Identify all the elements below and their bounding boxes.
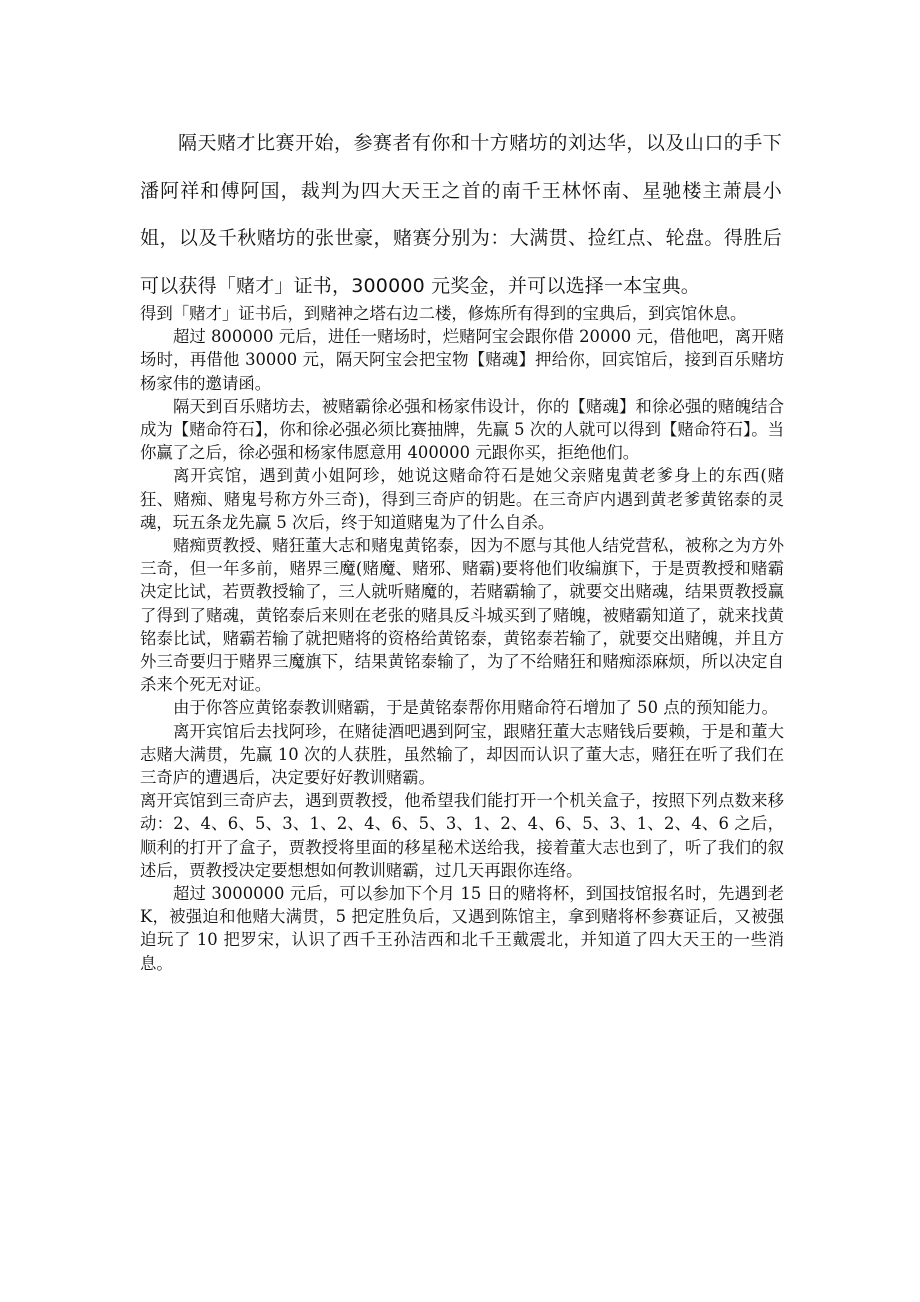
- paragraph-6: 由于你答应黄铭泰教训赌霸，于是黄铭泰帮你用赌命符石增加了 50 点的预知能力。: [173, 698, 778, 718]
- paragraph-4: 离开宾馆，遇到黄小姐阿珍，她说这赌命符石是她父亲赌鬼黄老爹身上的东西(赌狂、赌痴、赌鬼号称方外三奇)，得到三奇庐的钥匙。在三奇庐内遇到黄老爹黄铭泰的灵魂，玩五条龙先赢 5 次后，终于知道赌鬼为了什么自杀。: [140, 466, 784, 532]
- paragraph-7: 离开宾馆后去找阿珍，在赌徒酒吧遇到阿宝，跟赌狂董大志赌钱后要赖，于是和董大志赌大满贯，先赢 10 次的人获胜，虽然输了，却因而认识了董大志，赌狂在听了我们在三奇庐的遭遇后，决定要好好教训赌霸。: [140, 721, 784, 788]
- intro-paragraph: 隔天赌才比赛开始，参赛者有你和十方赌坊的刘达华，以及山口的手下潘阿祥和傅阿国，裁判为四大天王之首的南千王林怀南、星驰楼主萧晨小姐，以及千秋赌坊的张世豪，赌赛分别为：大满贯、捡红点、轮盘。得胜后可以获得「赌才」证书，300000 元奖金，并可以选择一本宝典。: [140, 132, 782, 297]
- body-text: [140, 302, 784, 975]
- paragraph-1: 得到「赌才」证书后，到赌神之塔右边二楼，修炼所有得到的宝典后，到宾馆休息。: [140, 304, 747, 323]
- paragraph-8: 离开宾馆到三奇庐去，遇到贾教授，他希望我们能打开一个机关盒子，按照下列点数来移动：2、4、6、5、3、1、2、4、6、5、3、1、2、4、6、5、3、1、2、4、6 之后，顺利的打开了盒子，贾教授将里面的移星秘术送给我，接着董大志也到了，听了我们的叙述后，贾教授决定要想想如何教训赌霸，过几天再跟你连络。: [140, 791, 784, 880]
- paragraph-3: 隔天到百乐赌坊去，被赌霸徐必强和杨家伟设计，你的【赌魂】和徐必强的赌魄结合成为【赌命符石】，你和徐必强必须比赛抽牌，先赢 5 次的人就可以得到【赌命符石】。当你赢了之后，徐必强和杨家伟愿意用 400000 元跟你买，拒绝他们。: [140, 396, 784, 463]
- paragraph-9: 超过 3000000 元后，可以参加下个月 15 日的赌将杯，到国技馆报名时，先遇到老 K，被强迫和他赌大满贯，5 把定胜负后，又遇到陈馆主，拿到赌将杯参赛证后，又被强迫玩了 10 把罗宋，认识了西千王孙洁西和北千王戴震北，并知道了四大天王的一些消息。: [140, 884, 784, 973]
- paragraph-2: 超过 800000 元后，进任一赌场时，烂赌阿宝会跟你借 20000 元，借他吧，离开赌场时，再借他 30000 元，隔天阿宝会把宝物【赌魂】押给你，回宾馆后，接到百乐赌坊杨家伟的邀请函。: [140, 327, 784, 393]
- paragraph-5: 赌痴贾教授、赌狂董大志和赌鬼黄铭泰，因为不愿与其他人结党营私，被称之为方外三奇，但一年多前，赌界三魔(赌魔、赌邪、赌霸)要将他们收编旗下，于是贾教授和赌霸决定比试，若贾教授输了，三人就听赌魔的，若赌霸输了，就要交出赌魂，结果贾教授赢了得到了赌魂，黄铭泰后来则在老张的赌具反斗城买到了赌魄，被赌霸知道了，就来找黄铭泰比试，赌霸若输了就把赌将的资格给黄铭泰，黄铭泰若输了，就要交出赌魄，并且方外三奇要归于赌界三魔旗下，结果黄铭泰输了，为了不给赌狂和赌痴添麻烦，所以决定自杀来个死无对证。: [140, 536, 784, 695]
